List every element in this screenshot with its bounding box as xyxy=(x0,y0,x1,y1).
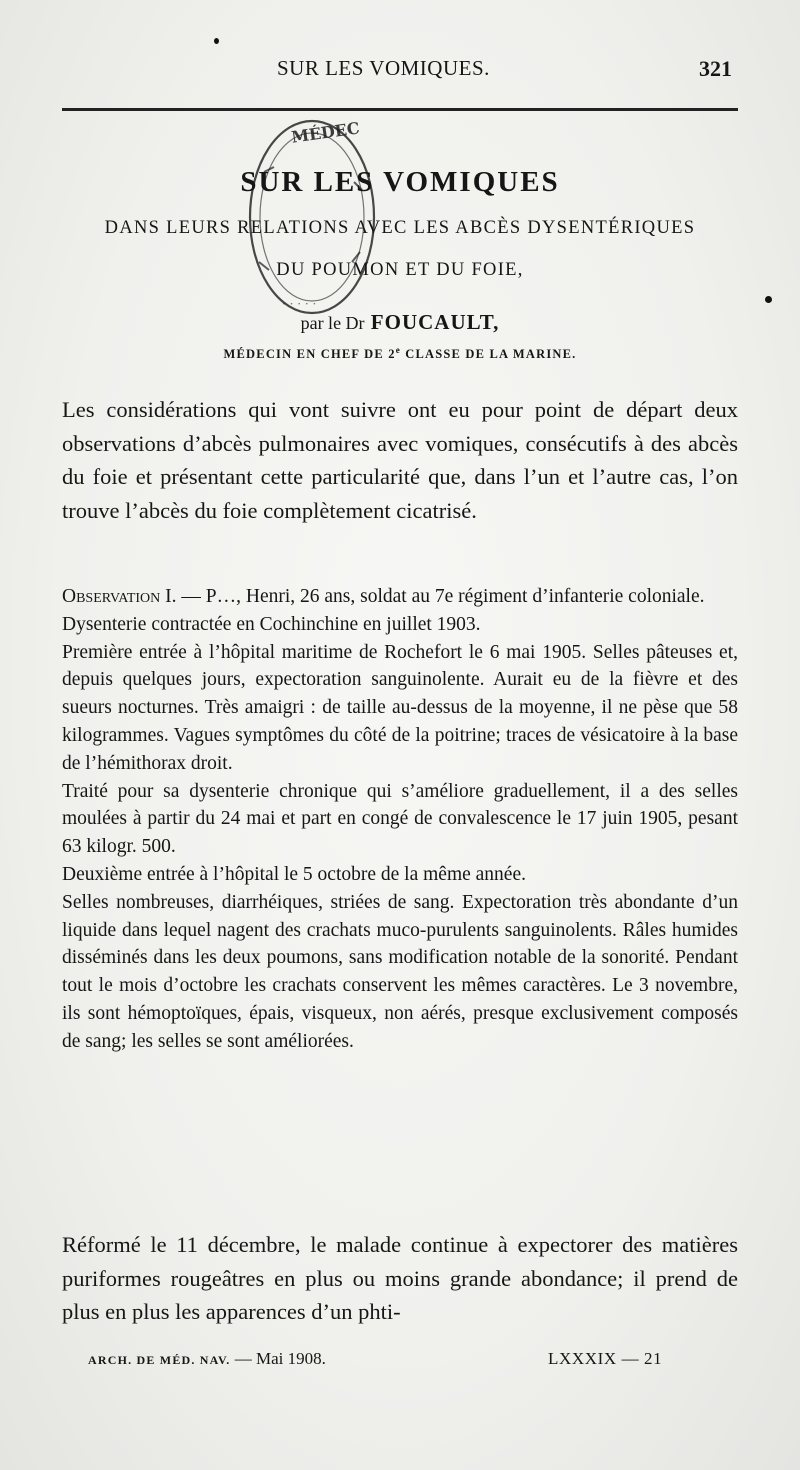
article-subtitle-1: DANS LEURS RELATIONS AVEC LES ABCÈS DYSENTÉRIQUES xyxy=(104,218,696,238)
final-text: Réformé le 11 décembre, le malade continue à expectorer des matières puriformes rougeâtres en plus ou moins grande abondance; il prend de plus en plus les apparences d’un phti- xyxy=(62,1232,738,1324)
author-line xyxy=(150,310,650,335)
observation-paragraph: Dysenterie contractée en Cochinchine en juillet 1903. xyxy=(62,613,481,635)
svg-text:MÉDEC: MÉDEC xyxy=(290,118,361,147)
final-paragraph xyxy=(62,1228,738,1329)
affiliation-text-end: CLASSE DE LA MARINE. xyxy=(400,347,577,362)
ink-speck xyxy=(765,296,772,303)
observation-paragraph: Deuxième entrée à l’hôpital le 5 octobre de la même année. xyxy=(62,863,526,885)
observation-paragraph: Première entrée à l’hôpital maritime de Rochefort le 6 mai 1905. Selles pâteuses et, depuis quelques jours, expectoration sanguinolente. Aurait eu de la fièvre et des sueurs nocturnes. Très amaigri : de taille au-dessus de la moyenne, il ne pèse que 58 kilogrammes. Vagues symptômes du côté de la poitrine; traces de vésicatoire à la base de l’hémithorax droit. xyxy=(62,641,738,774)
running-header xyxy=(62,56,738,86)
intro-text: Les considérations qui vont suivre ont eu pour point de départ deux observations d’abcès pulmonaires avec vomiques, consécutifs à des abcès du foie et présentant cette particularité que, dans l’un et l’autre cas, l’on trouve l’abcès du foie complètement cicatrisé. xyxy=(62,397,738,523)
footer-volume: LXXXIX — 21 xyxy=(548,1349,663,1368)
journal-name: ARCH. DE MÉD. NAV. xyxy=(88,1353,231,1367)
svg-text:· · · · ·: · · · · · xyxy=(282,297,317,311)
author-prefix: par le Dr xyxy=(300,313,365,333)
affiliation-superscript: e xyxy=(395,345,401,355)
observation-paragraph: Selles nombreuses, diarrhéiques, striées de sang. Expectoration très abondante d’un liquide dans lequel nagent des crachats muco-purulents sanguinolents. Râles humides disséminés dans les deux poumons, sans modification notable de la sonorité. Pendant tout le mois d’octobre les crachats conservent les mêmes caractères. Le 3 novembre, ils sont hémoptoïques, épais, visqueux, non aérés, presque exclusivement composés de sang; les selles se sont améliorées. xyxy=(62,891,738,1052)
running-title: SUR LES VOMIQUES. xyxy=(277,56,490,80)
observation-heading: Observation I. xyxy=(62,586,177,607)
ink-speck xyxy=(214,38,219,44)
library-stamp-icon xyxy=(234,112,384,322)
affiliation-text: MÉDECIN EN CHEF DE 2 xyxy=(223,347,396,362)
page-number: 321 xyxy=(699,56,732,81)
observation-paragraph: Traité pour sa dysenterie chronique qui s’améliore graduellement, il a des selles moulées à partir du 24 mai et part en congé de convalescence le 17 juin 1905, pesant 63 kilogr. 500. xyxy=(62,780,738,858)
intro-paragraph xyxy=(62,393,738,527)
author-affiliation xyxy=(0,345,800,362)
header-rule xyxy=(62,108,738,111)
article-subtitle-2: DU POUMON ET DU FOIE, xyxy=(276,260,524,280)
article-title: SUR LES VOMIQUES xyxy=(240,166,560,198)
author-name: FOUCAULT, xyxy=(370,310,500,334)
observation-heading-line xyxy=(62,583,738,611)
footer-journal xyxy=(88,1349,326,1369)
page-footer xyxy=(88,1349,688,1373)
observation-section xyxy=(62,583,738,1056)
journal-date: — Mai 1908. xyxy=(230,1349,326,1368)
observation-patient: — P…, Henri, 26 ans, soldat au 7e régiment d’infanterie coloniale. xyxy=(176,586,705,607)
